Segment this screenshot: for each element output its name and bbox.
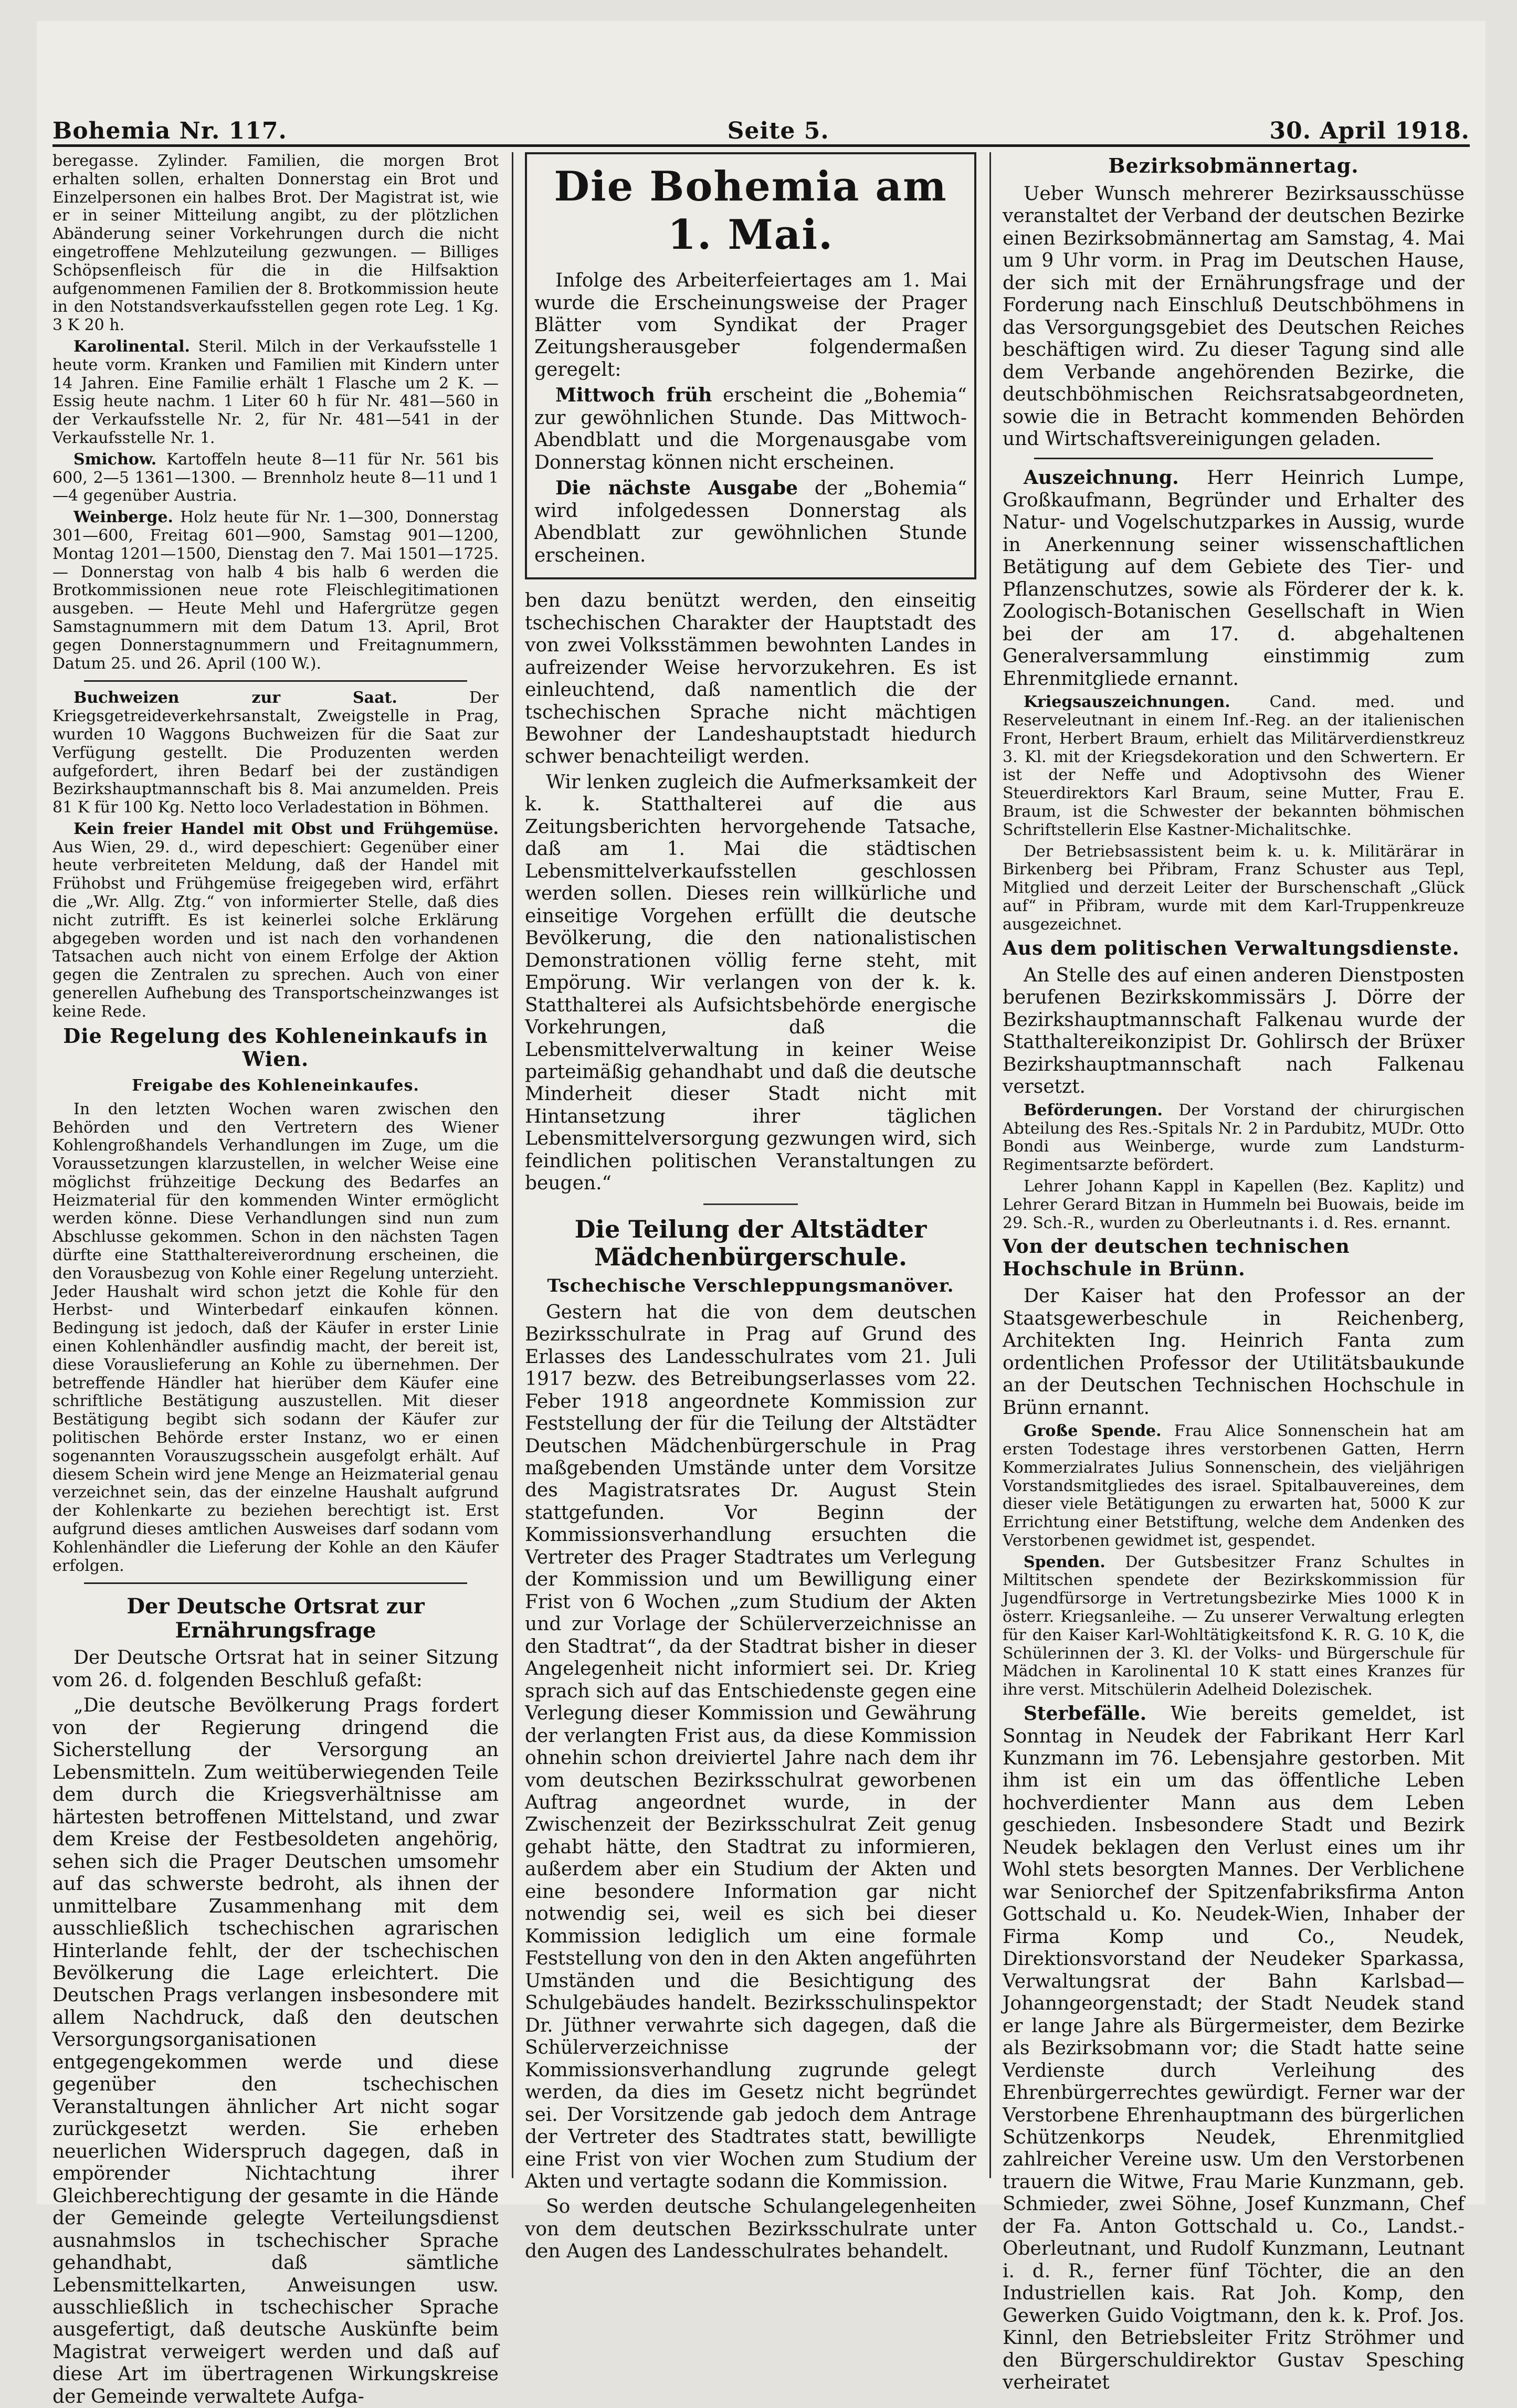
- notice-box: [525, 152, 976, 579]
- header-page-number: Seite 5.: [727, 118, 829, 144]
- teilung-headline: Die Teilung der Altstädter Mädchenbürgerschule.: [574, 1214, 927, 1271]
- section-divider: [1034, 458, 1433, 459]
- box-paragraph: Infolge des Arbeiterfeiertages am 1. Mai wurde die Erscheinungsweise der Prager Blätter vom Syndikat der Prager Zeitungsherausgeber folgendermaßen geregelt:: [534, 270, 967, 381]
- betriebsassistent-text: Der Betriebsassistent beim k. u. k. Militärärar in Birkenberg bei Přibram, Franz Schuster aus Tepl, Mitglied und derzeit Leiter der Burschenschaft „Glück auf“ in Přibram, wurde mit dem Karl-Truppenkreuze ausgezeichnet.: [1003, 842, 1465, 934]
- notice-paragraph: Buchweizen zur Saat. Der Kriegsgetreideverkehrsanstalt, Zweigstelle in Prag, wurden 10 Waggons Buchweizen für die Saat zur Verfügung gestellt. Die Produzenten werden aufgefordert, ihren Bedarf bei der zuständigen Bezirkshauptmannschaft bis 8. Mai anzumelden. Preis 81 K für 100 Kg. Netto loco Verladestation in Böhmen.: [52, 689, 499, 817]
- page-header: [52, 108, 1470, 147]
- box-paragraph: Die nächste Ausgabe der „Bohemia“ wird infolgedessen Donnerstag als Abendblatt zur gewöhnlichen Stunde erscheinen.: [534, 477, 967, 566]
- verwaltung-text: An Stelle des auf einen anderen Dienstposten berufenen Bezirkskommissärs J. Dörre der Bezirkshauptmannschaft Falkenau wurde der Statthaltereikonzipist Dr. Gohlirsch der Brüxer Bezirkshauptmannschaft nach Falkenau versetzt.: [1003, 964, 1465, 1098]
- column-rule-2: [989, 152, 991, 2178]
- sterbefaelle-text: Sterbefälle. Wie bereits gemeldet, ist Sonntag in Neudek der Fabrikant Herr Karl Kunzmann im 76. Lebensjahre gestorben. Mit ihm ist ein um das öffentliche Leben hochverdienter Mann aus dem Leben geschieden. Insbesondere Stadt und Bezirk Neudek beklagen den Verlust eines um ihr Wohl stets besorgten Mannes. Der Verblichene war Seniorchef der Spitzenfabriksfirma Anton Gottschald u. Ko. Neudek-Wien, Inhaber der Firma Komp und Co., Neudek, Direktionsvorstand der Neudeker Sparkassa, Verwaltungsrat der Bahn Karlsbad—Johanngeorgenstadt; der Stadt Neudek stand er lange Jahre als Bürgermeister, dem Bezirke als Bezirksobmann vor; die Stadt hatte seine Verdienste durch Verleihung des Ehrenbürgerrechtes gewürdigt. Ferner war der Verstorbene Ehrenhauptmann des bürgerlichen Schützenkorps Neudek, Ehrenmitglied zahlreicher Vereine usw. Um den Verstorbenen trauern die Witwe, Frau Marie Kunzmann, geb. Schmieder, zwei Söhne, Josef Kunzmann, Chef der Fa. Anton Gottschald u. Co., Landst.-Oberleutnant, und Rudolf Kunzmann, Leutnant i. d. R., ferner fünf Töchter, die an den Industriellen kais. Rat Joh. Komp, den Gewerken Guido Voigtmann, den k. k. Prof. Jos. Kinnl, den Betriebsleiter Fritz Ströhmer und den Bürgerschuldirektor Gustav Spesching verheiratet: [1003, 1703, 1465, 2394]
- ortsrat-text: „Die deutsche Bevölkerung Prags fordert von der Regierung dringend die Sicherstellung der Versorgung an Lebensmitteln. Zum weitüberwiegenden Teile dem durch die Kriegsverhältnisse am härtesten betroffenen Mittelstand, und zwar dem Kreise der Festbesoldeten angehörig, sehen sich die Prager Deutschen umsomehr auf das schwerste bedroht, als ihnen der unmittelbare Zusammenhang mit dem ausschließlich tschechischen agrarischen Hinterlande fehlt, der der tschechischen Bevölkerung die Lage erleichtert. Die Deutschen Prags verlangen insbesondere mit allem Nachdruck, daß den deutschen Versorgungsorganisationen entgegengekommen werde und diese gegenüber den tschechischen Veranstaltungen ähnlicher Art nicht sogar zurückgesetzt werden. Sie erheben neuerlichen Widerspruch dagegen, daß in empörender Nichtachtung ihrer Gleichberechtigung der gesamte in die Hände der Gemeinde gelegte Verteilungsdienst ausnahmslos in tschechischer Sprache gehandhabt, daß sämtliche Lebensmittelkarten, Anweisungen usw. ausschließlich in tschechischer Sprache ausgefertigt, daß deutsche Auskünfte beim Magistrat verweigert werden und daß auf diese Art im übertragenen Wirkungskreise der Gemeinde verwaltete Aufga-: [52, 1695, 499, 2407]
- ortsrat-continuation: Wir lenken zugleich die Aufmerksamkeit der k. k. Statthalterei auf die aus Zeitungsberichten hervorgehende Tatsache, daß am 1. Mai die städtischen Lebensmittelverkaufsstellen geschlossen werden sollen. Dieses rein willkürliche und einseitige Vorgehen erfüllt die deutsche Bevölkerung, die den nationalistischen Demonstrationen völlig ferne steht, mit Empörung. Wir verlangen von der k. k. Statthalterei als Aufsichtsbehörde energische Vorkehrungen, daß die Lebensmittelverwaltung in keiner Weise parteimäßig gehandhabt und daß die deutsche Minderheit dieser Stadt nicht mit Hintansetzung ihrer täglichen Lebensmittelversorgung gezwungen wird, sich feindlichen politischen Veranstaltungen zu beugen.“: [525, 771, 976, 1195]
- newspaper-page: [37, 21, 1486, 2407]
- column-rule-1: [512, 152, 513, 2178]
- column-2: [525, 152, 976, 2263]
- teilung-subheadline: Tschechische Verschleppungsmanöver.: [547, 1275, 954, 1296]
- kohle-headline: Die Regelung des Kohleneinkaufs in Wien.: [63, 1023, 488, 1071]
- bezirksobmaenner-headline: Bezirksobmännertag.: [1108, 154, 1359, 177]
- lehrer-text: Lehrer Johann Kappl in Kapellen (Bez. Kaplitz) und Lehrer Gerard Bitzan in Hummeln bei Buowais, beide im 29. Sch.-R., wurden zu Oberleutnants i. d. Res. ernannt.: [1003, 1177, 1465, 1232]
- ortsrat-intro: Der Deutsche Ortsrat hat in seiner Sitzung vom 26. d. folgenden Beschluß gefaßt:: [52, 1647, 499, 1691]
- notice-paragraph: beregasse. Zylinder. Familien, die morgen Brot erhalten sollen, erhalten Donnerstag ein Brot und Einzelpersonen ein halbes Brot. Der Magistrat ist, wie er in seiner Mitteilung angibt, zu der plötzlichen Abänderung seiner Vorkehrungen durch die nicht eingetroffene Mehlzuteilung gezwungen. — Billiges Schöpsenfleisch für die in die Hilfsaktion aufgenommenen Familien der 8. Brotkommission heute in den Notstandsverkaufsstellen gegen rote Leg. 1 Kg. 3 K 20 h.: [52, 152, 499, 335]
- ortsrat-continuation: ben dazu benützt werden, den einseitig tschechischen Charakter der Hauptstadt des von zwei Volksstämmen bewohnten Landes in aufreizender Weise hervorzukehren. Es ist einleuchtend, daß namentlich die der tschechischen Sprache nicht mächtigen Bewohner der Landeshauptstadt hiedurch schwer benachteiligt werden.: [525, 590, 976, 768]
- spenden-text: Spenden. Der Gutsbesitzer Franz Schultes in Miltitschen spendete der Bezirkskommission für Jugendfürsorge in Vertretungsbezirke Mies 1000 K in österr. Kriegsanleihe. — Zu unserer Verwaltung erlegten für den Kaiser Karl-Wohltätigkeitsfond K. R. G. 10 K, die Schülerinnen der 3. Kl. der Volks- und Bürgerschule für Mädchen in Karolinental 10 K statt eines Kranzes für ihre verst. Mitschülerin Adelheid Dolezischek.: [1003, 1552, 1465, 1699]
- bohemia-headline: Die Bohemia am 1. Mai.: [554, 163, 947, 259]
- notice-paragraph: Kein freier Handel mit Obst und Frühgemüse. Aus Wien, 29. d., wird depeschiert: Gegenüber einer heute verbreiteten Meldung, daß der Handel mit Frühobst und Frühgemüse freigegeben wird, erfährt die „Wr. Allg. Ztg.“ von informierter Stelle, daß dies nicht zutrifft. Es ist keinerlei solche Erklärung abgegeben worden und ist nach den vorhandenen Tatsachen auch nicht von einem Erfolge der Aktion gegen die Zentralen zu sprechen. Auch von einer generellen Aufhebung des Transportscheinzwanges ist keine Rede.: [52, 819, 499, 1021]
- verwaltung-headline: Aus dem politischen Verwaltungsdienste.: [1003, 937, 1460, 959]
- notice-paragraph: Karolinental. Steril. Milch in der Verkaufsstelle 1 heute vorm. Kranken und Familien mit Kindern unter 14 Jahren. Eine Familie erhält 1 Flasche um 2 K. — Essig heute nachm. 1 Liter 60 h für Nr. 481—560 in der Verkaufsstelle Nr. 2, für Nr. 481—541 in der Verkaufsstelle Nr. 1.: [52, 337, 499, 447]
- teilung-text: So werden deutsche Schulangelegenheiten von dem deutschen Bezirksschulrate unter den Augen des Landesschulrates behandelt.: [525, 2196, 976, 2263]
- section-divider: [84, 1582, 467, 1584]
- kriegsauszeichnung-text: Kriegsauszeichnungen. Cand. med. und Reserveleutnant in einem Inf.-Reg. an der italienischen Front, Herbert Braum, erhielt das Militärverdienstkreuz 3. Kl. mit der Kriegsdekoration und den Schwertern. Er ist der Neffe und Adoptivsohn des Wiener Steuerdirektors Karl Braum, seine Mutter, Frau E. Braum, ist die Schwester der bekannten böhmischen Schriftstellerin Else Kastner-Michalitschke.: [1003, 693, 1465, 839]
- befoerderung-text: Beförderungen. Der Vorstand der chirurgischen Abteilung des Res.-Spitals Nr. 2 in Pardubitz, MUDr. Otto Bondi aus Weinberge, wurde zum Landsturm-Regimentsarzte befördert.: [1003, 1101, 1465, 1175]
- box-paragraph: Mittwoch früh erscheint die „Bohemia“ zur gewöhnlichen Stunde. Das Mittwoch-Abendblatt und die Morgenausgabe vom Donnerstag können nicht erscheinen.: [534, 384, 967, 473]
- section-divider: [84, 680, 467, 682]
- column-3: [1003, 152, 1465, 2394]
- column-1: [52, 152, 499, 2407]
- hochschule-text: Der Kaiser hat den Professor an der Staatsgewerbeschule in Reichenberg, Architekten Ing. Heinrich Fanta zum ordentlichen Professor der Utilitätsbaukunde an der Deutschen Technischen Hochschule in Brünn ernannt.: [1003, 1285, 1465, 1419]
- header-date: 30. April 1918.: [1269, 118, 1470, 144]
- header-paper-number: Bohemia Nr. 117.: [52, 118, 287, 144]
- auszeichnung-text: Auszeichnung. Herr Heinrich Lumpe, Großkaufmann, Begründer und Erhalter des Natur- und Vogelschutzparkes in Aussig, wurde in Anerkennung seiner wissenschaftlichen Betätigung auf dem Gebiete des Tier- und Pflanzenschutzes, sowie als Förderer der k. k. Zoologisch-Botanischen Gesellschaft in Wien bei der am 17. d. abgehaltenen Generalversammlung einstimmig zum Ehrenmitgliede ernannt.: [1003, 467, 1465, 690]
- ortsrat-headline: Der Deutsche Ortsrat zur Ernährungsfrage: [127, 1594, 425, 1643]
- section-divider: [703, 1203, 798, 1205]
- kohle-subheadline: Freigabe des Kohleneinkaufes.: [132, 1076, 419, 1095]
- kohle-text: In den letzten Wochen waren zwischen den Behörden und den Vertretern des Wiener Kohlengroßhandels Verhandlungen im Zuge, um die Voraussetzungen klarzustellen, in welcher Weise eine möglichst frühzeitige Deckung des Bedarfes an Heizmaterial für den kommenden Winter ermöglicht werden könne. Diese Verhandlungen sind nun zum Abschlusse gekommen. Schon in den nächsten Tagen dürfte eine Statthaltereiverordnung erscheinen, die den Vorausbezug von Kohle einer Regelung unterzieht. Jeder Haushalt wird schon jetzt die Kohle für den Herbst- und Winterbedarf einkaufen können. Bedingung ist jedoch, daß der Käufer in erster Linie einen Kohlenhändler ausfindig macht, der bereit ist, diese Vorauslieferung an Kohle zu übernehmen. Der betreffende Händler hat hierüber dem Käufer eine schriftliche Bestätigung auszustellen. Mit dieser Bestätigung begibt sich sodann der Käufer zur politischen Behörde erster Instanz, wo er einen sogenannten Vorauszugsschein ausgefolgt erhält. Auf diesem Schein wird jene Menge an Heizmaterial genau verzeichnet sein, das der einzelne Haushalt aufgrund der Kohlenkarte zu beziehen berechtigt ist. Erst aufgrund dieses amtlichen Ausweises darf sodann vom Kohlenhändler die Lieferung der Kohle an den Käufer erfolgen.: [52, 1100, 499, 1575]
- bezirksobmaenner-text: Ueber Wunsch mehrerer Bezirksausschüsse veranstaltet der Verband der deutschen Bezirke einen Bezirksobmännertag am Samstag, 4. Mai um 9 Uhr vorm. in Prag im Deutschen Hause, der sich mit der Ernährungsfrage und der Forderung nach Einschluß Deutschböhmens in das Versorgungsgebiet des Deutschen Reiches beschäftigen wird. Zu dieser Tagung sind alle dem Verbande angehörenden Bezirke, die deutschböhmischen Reichsratsabgeordneten, sowie die in Betracht kommenden Behörden und Wirtschaftsvereinigungen geladen.: [1003, 183, 1465, 450]
- notice-paragraph: Weinberge. Holz heute für Nr. 1—300, Donnerstag 301—600, Freitag 601—900, Samstag 901—1200, Montag 1201—1500, Dienstag den 7. Mai 1501—1725. — Donnerstag von halb 4 bis halb 6 werden die Brotkommissionen neue rote Fleischlegitimationen ausgeben. — Heute Mehl und Hafergrütze gegen Samstagnummern mit dem Datum 13. April, Brot gegen Donnerstagnummern und Freitagnummern, Datum 25. und 26. April (100 W.).: [52, 508, 499, 673]
- spende-text: Große Spende. Frau Alice Sonnenschein hat am ersten Todestage ihres verstorbenen Gatten, Herrn Kommerzialrates Julius Sonnenschein, des vieljährigen Vorstandsmitgliedes des israel. Spitalbauvereines, dem dieser viele Betätigungen zu erwarten hat, 5000 K zur Errichtung einer Betstiftung, welche dem Andenken des Verstorbenen gewidmet ist, gespendet.: [1003, 1422, 1465, 1550]
- hochschule-headline: Von der deutschen technischen Hochschule in Brünn.: [1003, 1235, 1350, 1280]
- teilung-text: Gestern hat die von dem deutschen Bezirksschulrate in Prag auf Grund des Erlasses des Landesschulrates vom 21. Juli 1917 bezw. des Betreibungserlasses vom 22. Feber 1918 angeordnete Kommission zur Feststellung der für die Teilung der Altstädter Deutschen Mädchenbürgerschule in Prag maßgebenden Umstände unter dem Vorsitze des Magistratsrates Dr. August Stein stattgefunden. Vor Beginn der Kommissionsverhandlung ersuchten die Vertreter des Prager Stadtrates um Verlegung der Kommission und um Bewilligung einer Frist von 6 Wochen „zum Studium der Akten und zur Vorlage der Schülerverzeichnisse an den Stadtrat“, da der Stadtrat bisher in dieser Angelegenheit nicht informiert sei. Dr. Krieg sprach sich auf das Entschiedenste gegen eine Verlegung dieser Kommission und Gewährung der verlangten Frist aus, da diese Kommission ohnehin schon dreiviertel Jahre nach dem ihr vom deutschen Bezirksschulrat geworbenen Auftrag angeordnet wurde, in der Zwischenzeit der Bezirksschulrat Zeit genug gehabt hätte, den Stadtrat zu informieren, außerdem aber ein Studium der Akten und eine besondere Information gar nicht notwendig sei, weil es sich bei dieser Kommission lediglich um eine formale Feststellung von den in den Akten angeführten Umständen und die Besichtigung des Schulgebäudes handelt. Bezirksschulinspektor Dr. Jüthner verwahrte sich dagegen, daß die Schülerverzeichnisse der Kommissionsverhandlung zugrunde gelegt werden, da dies im Gesetz nicht begründet sei. Der Vorsitzende gab jedoch dem Antrage der Vertreter des Stadtrates statt, bewilligte eine Frist von vier Wochen zum Studium der Akten und vertagte sodann die Kommission.: [525, 1301, 976, 2192]
- notice-paragraph: Smichow. Kartoffeln heute 8—11 für Nr. 561 bis 600, 2—5 1361—1300. — Brennholz heute 8—11 und 1—4 gegenüber Austria.: [52, 450, 499, 505]
